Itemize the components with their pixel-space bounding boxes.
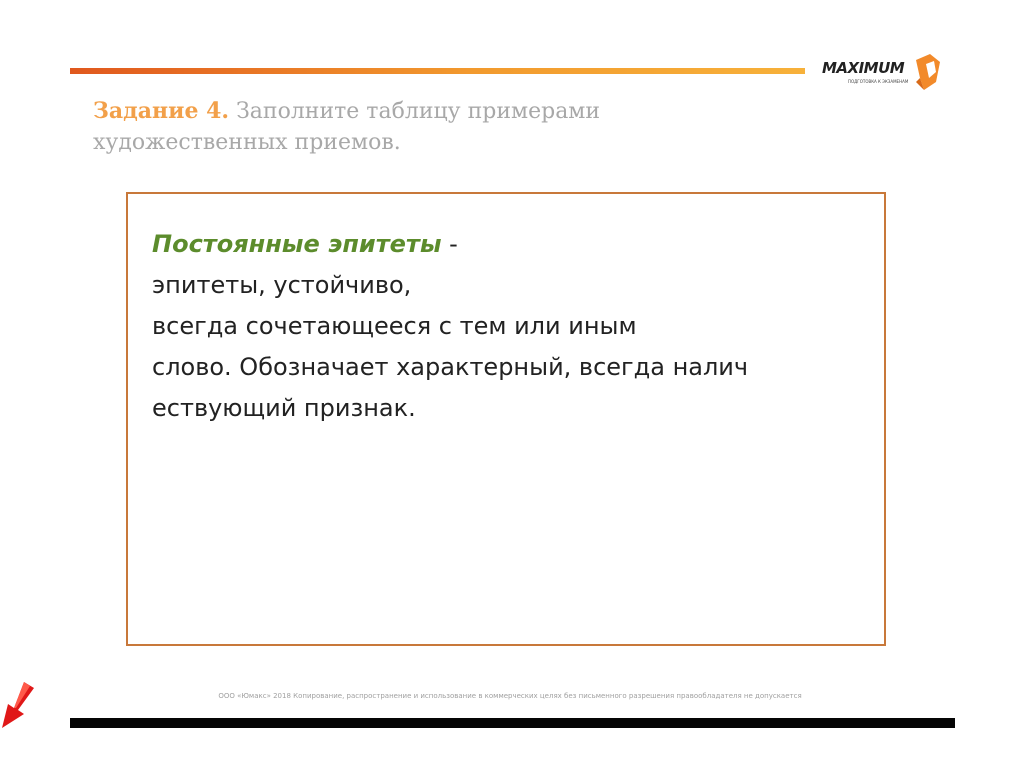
red-arrow-icon (0, 680, 36, 730)
definition-line-1: эпитеты, устойчиво, (152, 271, 412, 299)
task-text: Заполните таблицу примерами (236, 99, 601, 124)
definition-line-term (152, 224, 872, 265)
definition-card (126, 192, 886, 646)
task-heading-line2: художественных приемов. (93, 130, 401, 155)
definition-line-2: всегда сочетающееся с тем или иным (152, 312, 637, 340)
logo-wordmark: MAXIMUM (822, 59, 905, 77)
task-number: Задание 4. (93, 98, 230, 124)
brand-logo (822, 52, 944, 94)
header-rule (70, 68, 805, 74)
definition-line-3: слово. Обозначает характерный, всегда налич (152, 353, 749, 381)
logo-tagline: ПОДГОТОВКА К ЭКЗАМЕНАМ (848, 79, 909, 84)
maximum-logo-icon (914, 52, 942, 92)
footer-rule (70, 718, 955, 728)
definition-term: Постоянные эпитеты (152, 230, 442, 258)
footer-copyright: ООО «Юмакс» 2018 Копирование, распространение и использование в коммерческих целях без письменного разрешения правообладателя не допускается (218, 692, 802, 700)
definition-line-4: ествующий признак. (152, 394, 416, 422)
definition-dash: - (441, 230, 458, 258)
task-heading (93, 96, 793, 158)
task-heading-line1 (93, 96, 793, 127)
definition-text (152, 224, 872, 429)
